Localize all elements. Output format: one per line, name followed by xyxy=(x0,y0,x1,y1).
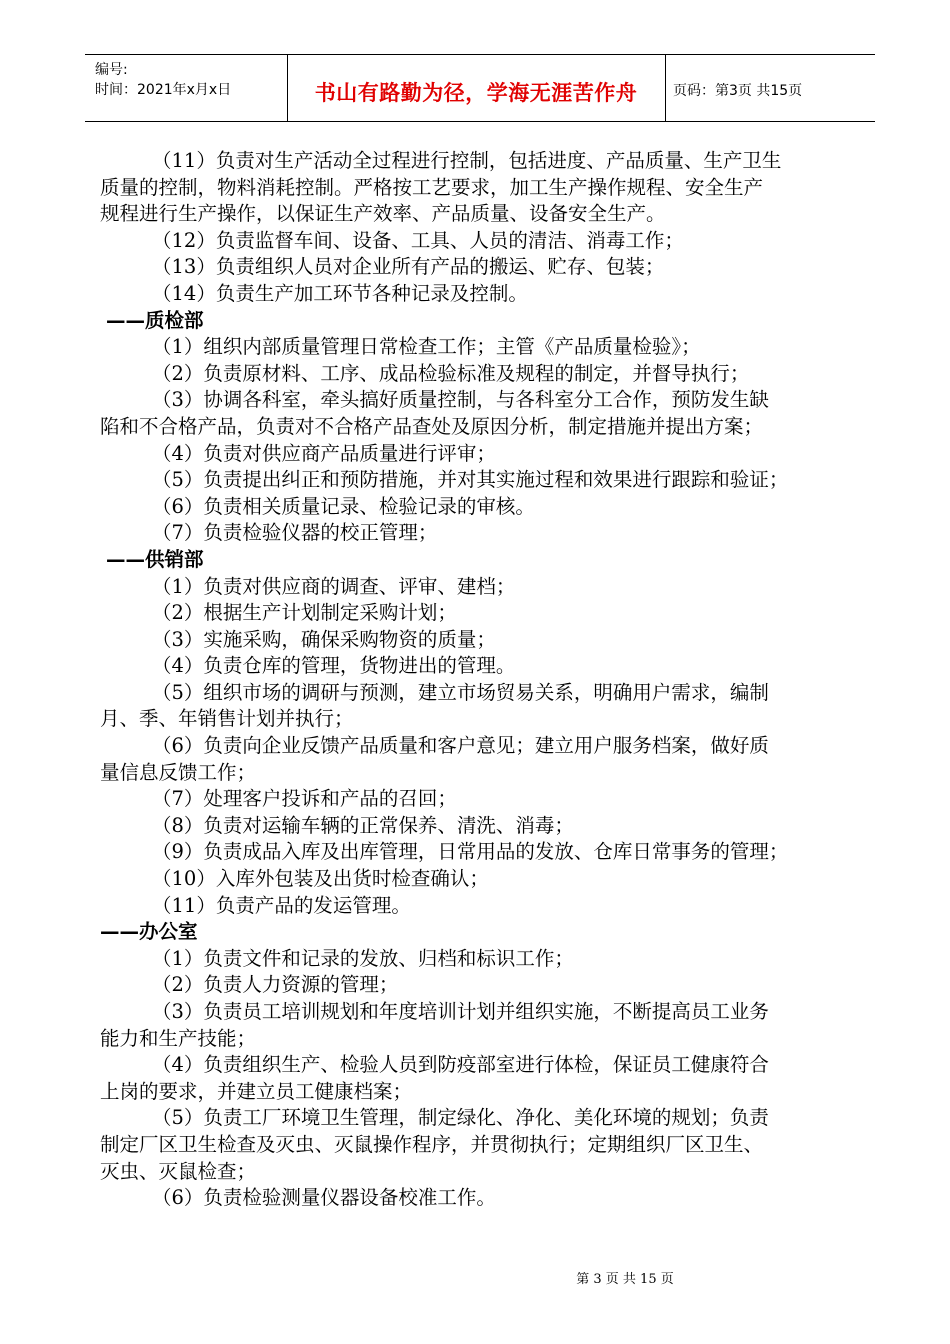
document-date: 时间：2021年x月x日 xyxy=(95,82,232,98)
body-line: （1）负责文件和记录的发放、归档和标识工作； xyxy=(152,946,574,970)
body-line: 月、季、年销售计划并执行； xyxy=(100,707,354,731)
section-heading-quality: ——质检部 xyxy=(106,308,204,332)
body-line: 制定厂区卫生检查及灭虫、灭鼠操作程序，并贯彻执行；定期组织厂区卫生、 xyxy=(100,1132,764,1156)
document-number-label: 编号: xyxy=(95,62,128,78)
body-line: （4）负责组织生产、检验人员到防疫部室进行体检，保证员工健康符合 xyxy=(152,1053,769,1077)
body-line: （7）负责检验仪器的校正管理； xyxy=(152,521,438,545)
body-line: （2）负责人力资源的管理； xyxy=(152,973,399,997)
body-line: （7）处理客户投诉和产品的召回； xyxy=(152,787,457,811)
section-heading-office: ——办公室 xyxy=(100,920,198,944)
body-line: （13）负责组织人员对企业所有产品的搬运、贮存、包装； xyxy=(152,255,665,279)
body-line: （9）负责成品入库及出库管理，日常用品的发放、仓库日常事务的管理； xyxy=(152,840,789,864)
body-line: （6）负责向企业反馈产品质量和客户意见；建立用户服务档案，做好质 xyxy=(152,734,769,758)
section-heading-supply: ——供销部 xyxy=(106,547,204,571)
body-line: 灭虫、灭鼠检查； xyxy=(100,1159,257,1183)
body-line: （5）负责提出纠正和预防措施，并对其实施过程和效果进行跟踪和验证； xyxy=(152,468,789,492)
body-line: 量信息反馈工作； xyxy=(100,760,257,784)
body-line: （14）负责生产加工环节各种记录及控制。 xyxy=(152,281,528,305)
body-line: 上岗的要求，并建立员工健康档案； xyxy=(100,1079,413,1103)
body-line: 质量的控制，物料消耗控制。严格按工艺要求，加工生产操作规程、安全生产 xyxy=(100,175,764,199)
footer-page-number: 第 3 页 共 15 页 xyxy=(576,1272,674,1287)
body-line: （6）负责相关质量记录、检验记录的审核。 xyxy=(152,494,535,518)
page-header xyxy=(85,54,875,122)
header-motto: 书山有路勤为径，学海无涯苦作舟 xyxy=(314,81,638,105)
body-line: （11）负责对生产活动全过程进行控制，包括进度、产品质量、生产卫生 xyxy=(152,149,782,172)
body-line: （3）协调各科室，牵头搞好质量控制，与各科室分工合作，预防发生缺 xyxy=(152,388,769,412)
body-line: （5）负责工厂环境卫生管理，制定绿化、净化、美化环境的规划；负责 xyxy=(152,1106,769,1130)
body-line: （4）负责仓库的管理，货物进出的管理。 xyxy=(152,654,516,678)
body-line: （4）负责对供应商产品质量进行评审； xyxy=(152,441,496,465)
body-line: （8）负责对运输车辆的正常保养、清洗、消毒； xyxy=(152,813,574,837)
body-line: （1）负责对供应商的调查、评审、建档； xyxy=(152,574,516,598)
header-meta xyxy=(85,55,288,121)
header-page-info: 页码：第3页 共15页 xyxy=(673,83,803,99)
body-line: 规程进行生产操作，以保证生产效率、产品质量、设备安全生产。 xyxy=(100,202,666,226)
header-page-cell xyxy=(665,55,875,121)
body-line: （3）实施采购，确保采购物资的质量； xyxy=(152,627,496,651)
body-line: 能力和生产技能； xyxy=(100,1026,257,1050)
body-line: （6）负责检验测量仪器设备校准工作。 xyxy=(152,1186,496,1210)
body-line: 陷和不合格产品，负责对不合格产品查处及原因分析，制定措施并提出方案； xyxy=(100,414,764,438)
header-motto-cell xyxy=(287,55,666,121)
body-line: （3）负责员工培训规划和年度培训计划并组织实施，不断提高员工业务 xyxy=(152,1000,769,1023)
body-line: （12）负责监督车间、设备、工具、人员的清洁、消毒工作； xyxy=(152,228,684,252)
body-line: （2）负责原材料、工序、成品检验标准及规程的制定，并督导执行； xyxy=(152,361,750,385)
body-line: （2）根据生产计划制定采购计划； xyxy=(152,601,457,625)
body-line: （1）组织内部质量管理日常检查工作；主管《产品质量检验》； xyxy=(152,335,701,359)
page-footer xyxy=(0,1268,950,1287)
document-body xyxy=(100,148,860,1212)
body-line: （10）入库外包装及出货时检查确认； xyxy=(152,867,489,891)
body-line: （5）组织市场的调研与预测，建立市场贸易关系，明确用户需求，编制 xyxy=(152,680,769,704)
body-line: （11）负责产品的发运管理。 xyxy=(152,893,411,917)
